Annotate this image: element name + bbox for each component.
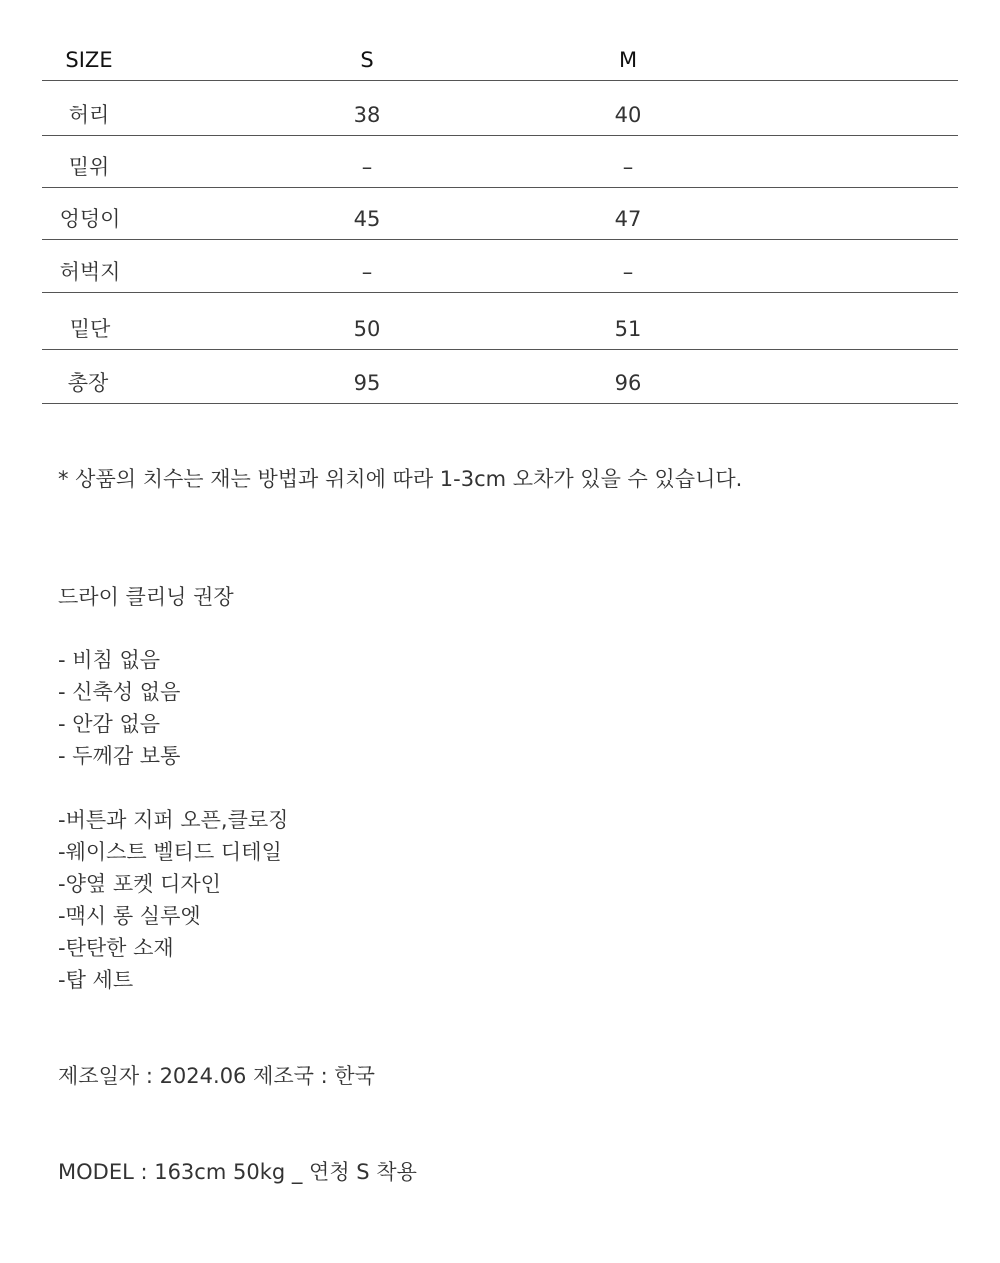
fabric-item: - 신축성 없음 xyxy=(58,680,181,704)
size-row-s-value: 95 xyxy=(353,371,381,395)
size-row-waist xyxy=(42,81,958,136)
model-info: MODEL : 163cm 50kg _ 연청 S 착용 xyxy=(58,1160,417,1184)
size-row-s-value: 45 xyxy=(353,207,381,231)
size-row-s-value: – xyxy=(361,155,373,179)
detail-item: -맥시 롱 실루엣 xyxy=(58,904,201,928)
care-instruction: 드라이 클리닝 권장 xyxy=(58,585,234,609)
size-row-m-value: 47 xyxy=(614,207,642,231)
size-header-s: S xyxy=(360,48,374,72)
fabric-item: - 두께감 보통 xyxy=(58,744,181,768)
size-row-thigh xyxy=(42,240,958,293)
size-row-s-value: – xyxy=(361,260,373,284)
size-row-m-value: 40 xyxy=(614,103,642,127)
size-table xyxy=(42,38,958,404)
size-row-label: 밑단 xyxy=(69,317,111,341)
size-row-label: 총장 xyxy=(67,371,109,395)
size-row-rise xyxy=(42,136,958,188)
measurement-notice: * 상품의 치수는 재는 방법과 위치에 따라 1-3cm 오차가 있을 수 있습니다. xyxy=(58,467,743,491)
manufacture-info: 제조일자 : 2024.06 제조국 : 한국 xyxy=(58,1064,375,1088)
size-row-hip xyxy=(42,188,958,240)
size-table-header xyxy=(42,38,958,81)
size-row-m-value: – xyxy=(622,155,634,179)
detail-item: -탄탄한 소재 xyxy=(58,936,174,960)
size-row-label: 허리 xyxy=(68,103,110,127)
detail-item: -웨이스트 벨티드 디테일 xyxy=(58,840,282,864)
size-row-hem xyxy=(42,293,958,350)
size-header-m: M xyxy=(618,48,638,72)
size-row-label: 엉덩이 xyxy=(59,207,121,231)
size-row-label: 허벅지 xyxy=(59,260,121,284)
size-row-m-value: 51 xyxy=(614,317,642,341)
size-row-s-value: 50 xyxy=(353,317,381,341)
fabric-item: - 안감 없음 xyxy=(58,712,161,736)
size-row-m-value: – xyxy=(622,260,634,284)
detail-item: -버튼과 지퍼 오픈,클로징 xyxy=(58,808,289,832)
size-row-label: 밑위 xyxy=(68,155,110,179)
detail-item: -탑 세트 xyxy=(58,968,134,992)
detail-item: -양옆 포켓 디자인 xyxy=(58,872,221,896)
size-header-label: SIZE xyxy=(65,48,113,72)
size-row-length xyxy=(42,350,958,404)
fabric-item: - 비침 없음 xyxy=(58,648,161,672)
size-row-s-value: 38 xyxy=(353,103,381,127)
size-row-m-value: 96 xyxy=(614,371,642,395)
